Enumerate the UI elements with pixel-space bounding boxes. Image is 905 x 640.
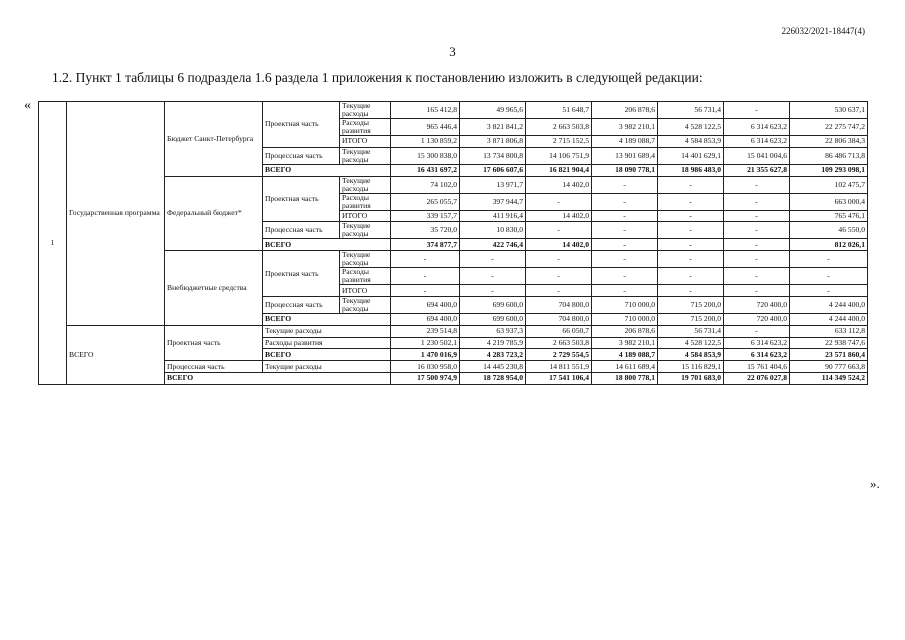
value-cell: 710 000,0	[592, 296, 658, 313]
value-cell: -	[592, 268, 658, 285]
value-cell: 14 106 751,9	[526, 147, 592, 164]
value-cell: 66 050,7	[526, 325, 592, 337]
value-cell: 720 400,0	[724, 313, 790, 325]
value-cell: 4 219 785,9	[460, 337, 526, 349]
value-cell: 46 550,0	[790, 222, 868, 239]
value-cell: 18 800 778,1	[592, 372, 658, 384]
value-cell: -	[526, 193, 592, 210]
spb-process-part-label: Процессная часть	[263, 147, 340, 164]
value-cell: -	[391, 285, 460, 297]
value-cell: 720 400,0	[724, 296, 790, 313]
value-cell: 710 000,0	[592, 313, 658, 325]
value-cell: -	[658, 268, 724, 285]
value-cell: 15 041 004,6	[724, 147, 790, 164]
value-cell: -	[592, 239, 658, 251]
value-cell: 22 076 027,8	[724, 372, 790, 384]
overall-total-label: ВСЕГО	[67, 325, 165, 384]
value-cell: 56 731,4	[658, 325, 724, 337]
value-cell: 14 402,0	[526, 176, 592, 193]
value-cell: 3 982 210,1	[592, 119, 658, 136]
value-cell: 15 300 838,0	[391, 147, 460, 164]
value-cell: -	[592, 210, 658, 222]
value-cell: 2 715 152,5	[526, 136, 592, 148]
value-cell: 10 830,0	[460, 222, 526, 239]
value-cell: 13 901 689,4	[592, 147, 658, 164]
value-cell: 165 412,8	[391, 102, 460, 119]
value-cell: 2 663 503,8	[526, 337, 592, 349]
value-cell: 16 030 958,0	[391, 361, 460, 373]
value-cell: -	[526, 251, 592, 268]
spb-project-part-label: Проектная часть	[263, 102, 340, 148]
closing-quote: ».	[870, 476, 880, 491]
all-project-part-label: Проектная часть	[165, 325, 263, 360]
value-cell: 411 916,4	[460, 210, 526, 222]
value-cell: -	[592, 251, 658, 268]
document-number: 226032/2021-18447(4)	[781, 26, 865, 36]
value-cell: -	[658, 210, 724, 222]
value-cell: 3 982 210,1	[592, 337, 658, 349]
opening-quote: «	[24, 98, 31, 113]
value-cell: 14 611 689,4	[592, 361, 658, 373]
federal-budget-label: Федеральный бюджет*	[165, 176, 263, 251]
value-cell: 530 637,1	[790, 102, 868, 119]
off-proj-current-label: Текущие расходы	[340, 251, 391, 268]
value-cell: 715 200,0	[658, 313, 724, 325]
value-cell: 704 800,0	[526, 313, 592, 325]
value-cell: 13 971,7	[460, 176, 526, 193]
all-proj-total-label: ВСЕГО	[263, 349, 391, 361]
value-cell: -	[724, 193, 790, 210]
value-cell: -	[790, 251, 868, 268]
value-cell: 206 878,6	[592, 325, 658, 337]
all-total-label: ВСЕГО	[165, 372, 391, 384]
value-cell: 206 878,6	[592, 102, 658, 119]
value-cell: -	[526, 222, 592, 239]
value-cell: -	[724, 210, 790, 222]
value-cell: 4 189 088,7	[592, 349, 658, 361]
value-cell: 422 746,4	[460, 239, 526, 251]
spb-proj-dev-label: Расходы развития	[340, 119, 391, 136]
spb-proj-itogo-label: ИТОГО	[340, 136, 391, 148]
value-cell: 6 314 623,2	[724, 337, 790, 349]
value-cell: -	[724, 176, 790, 193]
value-cell: 56 731,4	[658, 102, 724, 119]
fed-proj-current-label: Текущие расходы	[340, 176, 391, 193]
value-cell: 339 157,7	[391, 210, 460, 222]
off-proj-itogo-label: ИТОГО	[340, 285, 391, 297]
value-cell: 812 026,1	[790, 239, 868, 251]
value-cell: 22 938 747,6	[790, 337, 868, 349]
value-cell: 19 701 683,0	[658, 372, 724, 384]
value-cell: -	[724, 222, 790, 239]
value-cell: 13 734 800,8	[460, 147, 526, 164]
value-cell: 35 720,0	[391, 222, 460, 239]
program-label: Государственная программа	[67, 102, 165, 326]
value-cell: -	[592, 193, 658, 210]
value-cell: -	[658, 176, 724, 193]
value-cell: -	[460, 285, 526, 297]
value-cell: 715 200,0	[658, 296, 724, 313]
value-cell: 74 102,0	[391, 176, 460, 193]
value-cell: -	[592, 285, 658, 297]
value-cell: 15 761 404,6	[724, 361, 790, 373]
value-cell: 265 055,7	[391, 193, 460, 210]
value-cell: 397 944,7	[460, 193, 526, 210]
value-cell: 4 528 122,5	[658, 337, 724, 349]
value-cell: 4 244 400,0	[790, 313, 868, 325]
value-cell: 17 541 106,4	[526, 372, 592, 384]
value-cell: 18 986 483,0	[658, 164, 724, 176]
value-cell: 23 571 860,4	[790, 349, 868, 361]
fed-process-part-label: Процессная часть	[263, 222, 340, 239]
value-cell: -	[790, 285, 868, 297]
fed-proj-itogo-label: ИТОГО	[340, 210, 391, 222]
value-cell: 4 584 853,9	[658, 136, 724, 148]
all-proj-dev-label: Расходы развития	[263, 337, 391, 349]
value-cell: 374 877,7	[391, 239, 460, 251]
value-cell: -	[724, 102, 790, 119]
value-cell: 51 648,7	[526, 102, 592, 119]
value-cell: -	[592, 176, 658, 193]
value-cell: 14 402,0	[526, 210, 592, 222]
page-number: 3	[449, 44, 456, 59]
value-cell: -	[658, 251, 724, 268]
value-cell: 14 402,0	[526, 239, 592, 251]
value-cell: -	[658, 222, 724, 239]
value-cell: 17 500 974,9	[391, 372, 460, 384]
value-cell: -	[724, 325, 790, 337]
value-cell: 663 000,4	[790, 193, 868, 210]
section-heading: 1.2. Пункт 1 таблицы 6 подраздела 1.6 раздела 1 приложения к постановлению изложить в следующей редакции:	[52, 70, 703, 85]
spb-total-label: ВСЕГО	[263, 164, 391, 176]
budget-table	[38, 101, 868, 385]
value-cell: -	[658, 285, 724, 297]
value-cell: 965 446,4	[391, 119, 460, 136]
spb-budget-label: Бюджет Санкт-Петербурга	[165, 102, 263, 177]
value-cell: -	[526, 285, 592, 297]
value-cell: 16 821 904,4	[526, 164, 592, 176]
fed-project-part-label: Проектная часть	[263, 176, 340, 222]
offbudget-label: Внебюджетные средства	[165, 251, 263, 326]
value-cell: -	[460, 268, 526, 285]
fed-proc-current-label: Текущие расходы	[340, 222, 391, 239]
fed-proj-dev-label: Расходы развития	[340, 193, 391, 210]
value-cell: 86 486 713,8	[790, 147, 868, 164]
value-cell: 1 130 859,2	[391, 136, 460, 148]
value-cell: 14 811 551,9	[526, 361, 592, 373]
value-cell: 15 116 829,1	[658, 361, 724, 373]
fed-total-label: ВСЕГО	[263, 239, 391, 251]
value-cell: -	[460, 251, 526, 268]
off-proj-dev-label: Расходы развития	[340, 268, 391, 285]
value-cell: 3 821 841,2	[460, 119, 526, 136]
value-cell: 2 663 503,8	[526, 119, 592, 136]
value-cell: 17 606 607,6	[460, 164, 526, 176]
value-cell: 6 314 623,2	[724, 349, 790, 361]
value-cell: 14 445 230,8	[460, 361, 526, 373]
value-cell: -	[658, 239, 724, 251]
value-cell: 4 244 400,0	[790, 296, 868, 313]
value-cell: 22 806 384,3	[790, 136, 868, 148]
value-cell: 3 871 806,8	[460, 136, 526, 148]
value-cell: 2 729 554,5	[526, 349, 592, 361]
value-cell: -	[526, 268, 592, 285]
value-cell: 21 355 627,8	[724, 164, 790, 176]
value-cell: 699 600,0	[460, 296, 526, 313]
value-cell: -	[790, 268, 868, 285]
value-cell: -	[724, 251, 790, 268]
value-cell: 49 965,6	[460, 102, 526, 119]
spb-proc-current-label: Текущие расходы	[340, 147, 391, 164]
value-cell: 1 230 502,1	[391, 337, 460, 349]
value-cell: -	[658, 193, 724, 210]
value-cell: 6 314 623,2	[724, 119, 790, 136]
value-cell: 704 800,0	[526, 296, 592, 313]
value-cell: 18 090 778,1	[592, 164, 658, 176]
row-spb-proj-current	[39, 102, 868, 119]
value-cell: 694 400,0	[391, 296, 460, 313]
all-process-part-label: Процессная часть	[165, 361, 263, 373]
value-cell: 239 514,8	[391, 325, 460, 337]
off-total-label: ВСЕГО	[263, 313, 391, 325]
value-cell: 4 584 853,9	[658, 349, 724, 361]
value-cell: 1 470 016,9	[391, 349, 460, 361]
value-cell: 16 431 697,2	[391, 164, 460, 176]
off-proc-current-label: Текущие расходы	[340, 296, 391, 313]
value-cell: 694 400,0	[391, 313, 460, 325]
value-cell: 18 728 954,0	[460, 372, 526, 384]
value-cell: 4 528 122,5	[658, 119, 724, 136]
value-cell: -	[592, 222, 658, 239]
value-cell: 699 600,0	[460, 313, 526, 325]
value-cell: -	[391, 251, 460, 268]
row-all-proj-current	[39, 325, 868, 337]
value-cell: 6 314 623,2	[724, 136, 790, 148]
all-proc-current-label: Текущие расходы	[263, 361, 391, 373]
value-cell: 14 401 629,1	[658, 147, 724, 164]
value-cell: 4 283 723,2	[460, 349, 526, 361]
value-cell: -	[724, 268, 790, 285]
off-project-part-label: Проектная часть	[263, 251, 340, 297]
row-number-cell: 1	[39, 102, 67, 385]
value-cell: -	[724, 285, 790, 297]
value-cell: 63 937,3	[460, 325, 526, 337]
value-cell: 109 293 098,1	[790, 164, 868, 176]
value-cell: 633 112,8	[790, 325, 868, 337]
value-cell: 102 475,7	[790, 176, 868, 193]
value-cell: -	[391, 268, 460, 285]
value-cell: -	[724, 239, 790, 251]
value-cell: 4 189 088,7	[592, 136, 658, 148]
value-cell: 22 275 747,2	[790, 119, 868, 136]
value-cell: 765 476,1	[790, 210, 868, 222]
all-proj-current-label: Текущие расходы	[263, 325, 391, 337]
off-process-part-label: Процессная часть	[263, 296, 340, 313]
value-cell: 90 777 663,8	[790, 361, 868, 373]
spb-proj-current-label: Текущие расходы	[340, 102, 391, 119]
value-cell: 114 349 524,2	[790, 372, 868, 384]
